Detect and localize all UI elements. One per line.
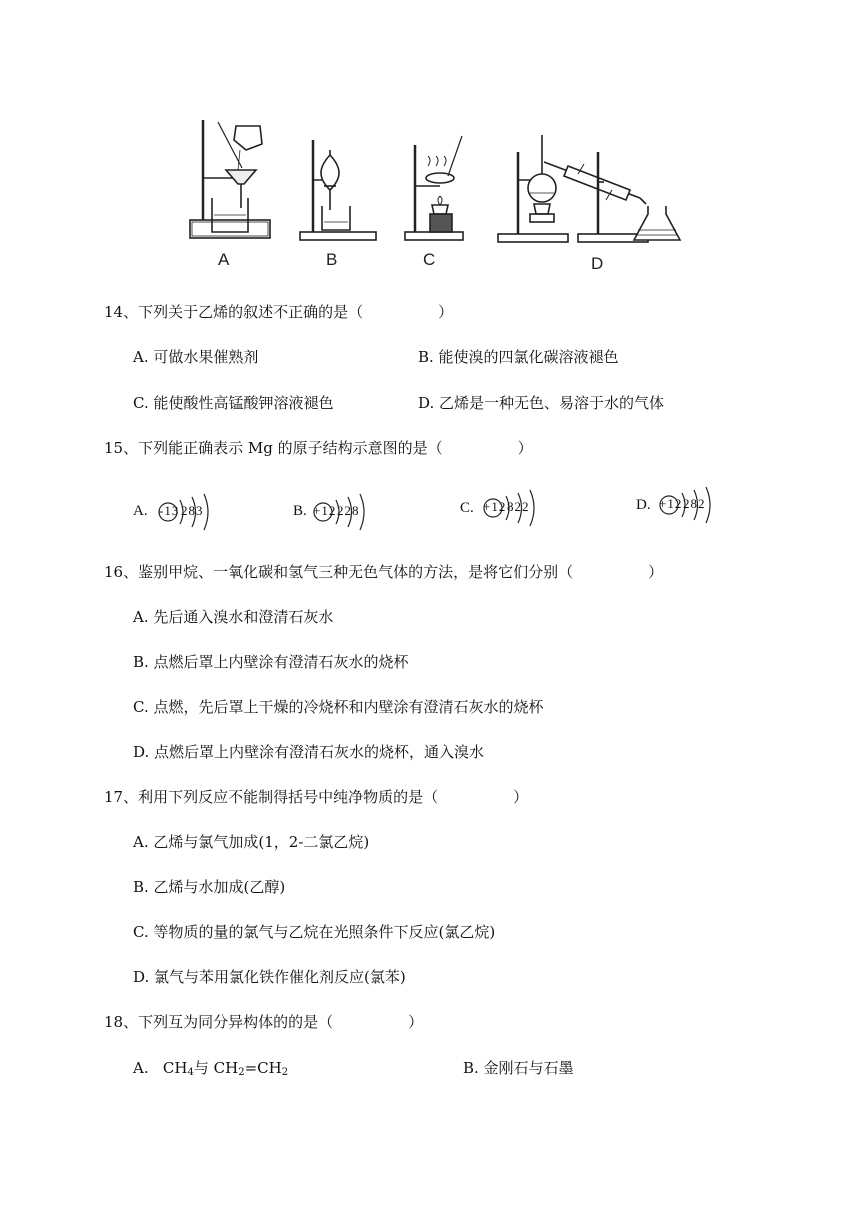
option-label: A. bbox=[133, 503, 148, 519]
atom-d-shells: 282 bbox=[683, 496, 706, 511]
formula-ch4: CH bbox=[162, 1059, 188, 1077]
atom-c-shells: 822 bbox=[507, 499, 530, 514]
question-17-stem: 17、利用下列反应不能制得括号中纯净物质的是（ ） bbox=[104, 788, 529, 806]
question-16-option-a: A. 先后通入溴水和澄清石灰水 bbox=[133, 608, 334, 626]
option-label: B. bbox=[293, 503, 307, 519]
apparatus-label-b: B bbox=[326, 250, 338, 269]
question-17-option-c: C. 等物质的量的氯气与乙烷在光照条件下反应(氯乙烷) bbox=[133, 923, 496, 941]
question-18-option-a bbox=[133, 1057, 288, 1078]
subscript: 4 bbox=[187, 1067, 194, 1078]
question-14-option-c: C. 能使酸性高锰酸钾溶液褪色 bbox=[133, 394, 334, 412]
question-14-option-a: A. 可做水果催熟剂 bbox=[133, 348, 259, 366]
question-18-option-b: B. 金刚石与石墨 bbox=[463, 1059, 574, 1077]
question-17-option-a: A. 乙烯与氯气加成(1，2-二氯乙烷) bbox=[133, 833, 370, 851]
apparatus-label-c: C bbox=[423, 250, 436, 269]
atom-b-shells: 228 bbox=[337, 503, 360, 518]
apparatus-label-a: A bbox=[218, 250, 230, 269]
question-14-option-b: B. 能使溴的四氯化碳溶液褪色 bbox=[418, 348, 619, 366]
atom-a-shells: 283 bbox=[181, 503, 204, 518]
question-17-option-d: D. 氯气与苯用氯化铁作催化剂反应(氯苯) bbox=[133, 968, 406, 986]
question-15-stem: 15、下列能正确表示 Mg 的原子结构示意图的是（ ） bbox=[104, 439, 533, 457]
question-16-stem: 16、鉴别甲烷、一氧化碳和氢气三种无色气体的方法，是将它们分别（ ） bbox=[104, 563, 664, 581]
question-14-option-d: D. 乙烯是一种无色、易溶于水的气体 bbox=[418, 394, 665, 412]
apparatus-label-d: D bbox=[591, 254, 604, 273]
question-16-option-c: C. 点燃，先后罩上干燥的冷烧杯和内壁涂有澄清石灰水的烧杯 bbox=[133, 698, 544, 716]
atom-c-nucleus: +12 bbox=[483, 499, 507, 514]
atom-diagram-d-shells bbox=[0, 0, 860, 560]
question-18-stem: 18、下列互为同分异构体的的是（ ） bbox=[104, 1013, 424, 1031]
question-16-option-b: B. 点燃后罩上内壁涂有澄清石灰水的烧杯 bbox=[133, 653, 409, 671]
atom-b-nucleus: +12 bbox=[313, 503, 337, 518]
formula-ethene-part: =CH bbox=[244, 1059, 282, 1077]
question-16-option-d: D. 点燃后罩上内壁涂有澄清石灰水的烧杯，通入溴水 bbox=[133, 743, 485, 761]
question-14-stem: 14、下列关于乙烯的叙述不正确的是（ ） bbox=[104, 303, 454, 321]
atom-a-nucleus: -13 bbox=[159, 503, 180, 518]
option-label: C. bbox=[460, 500, 474, 516]
atom-d-nucleus: +12 bbox=[659, 496, 683, 511]
subscript: 2 bbox=[238, 1067, 245, 1078]
subscript: 2 bbox=[281, 1067, 289, 1078]
formula-joiner: 与 CH bbox=[193, 1059, 239, 1077]
option-a-label: A. bbox=[133, 1059, 149, 1077]
question-17-option-b: B. 乙烯与水加成(乙醇) bbox=[133, 878, 286, 896]
option-label: D. bbox=[636, 497, 651, 513]
